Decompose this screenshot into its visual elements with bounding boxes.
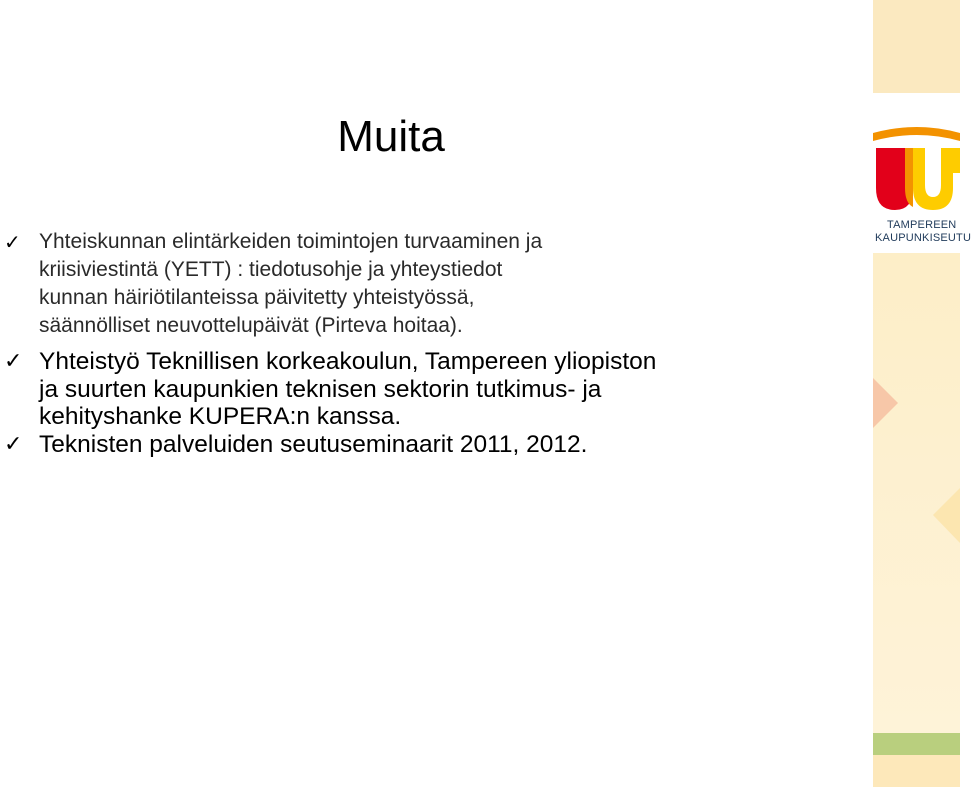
bullet-list bbox=[0, 228, 850, 458]
decorative-block bbox=[873, 0, 960, 93]
bullet-item bbox=[0, 431, 819, 459]
bullet-line: kriisiviestintä (YETT) : tiedotusohje ja yhteystiedot bbox=[39, 258, 503, 281]
checkmark-icon: ✓ bbox=[4, 349, 23, 374]
logo-area bbox=[873, 93, 971, 253]
bullet-line: Teknisten palveluiden seutuseminaarit 2011, 2012. bbox=[39, 430, 588, 458]
bullet-line: Yhteiskunnan elintärkeiden toimintojen turvaaminen ja bbox=[39, 230, 543, 253]
checkmark-icon: ✓ bbox=[4, 230, 21, 254]
logo-text-line2: KAUPUNKISEUTU bbox=[875, 232, 971, 244]
logo-text-line1: TAMPEREEN bbox=[887, 219, 957, 231]
tampere-region-logo-icon bbox=[873, 93, 960, 213]
decorative-block bbox=[873, 253, 960, 733]
checkmark-icon: ✓ bbox=[4, 431, 23, 457]
decorative-sidebar bbox=[873, 0, 971, 787]
decorative-block bbox=[873, 755, 960, 787]
slide-title: Muita bbox=[337, 112, 445, 161]
bullet-line: Yhteistyö Teknillisen korkeakoulun, Tampereen yliopiston bbox=[39, 348, 657, 375]
bullet-item bbox=[0, 228, 739, 340]
bullet-item bbox=[0, 348, 819, 431]
bullet-line: kehityshanke KUPERA:n kanssa. bbox=[39, 403, 402, 430]
bullet-line: säännölliset neuvottelupäivät (Pirteva hoitaa). bbox=[39, 314, 463, 337]
decorative-block bbox=[873, 733, 960, 755]
bullet-line: ja suurten kaupunkien teknisen sektorin tutkimus- ja bbox=[39, 375, 602, 403]
bullet-line: kunnan häiriötilanteissa päivitetty yhteistyössä, bbox=[39, 286, 475, 309]
decorative-triangle-icon bbox=[873, 253, 960, 733]
